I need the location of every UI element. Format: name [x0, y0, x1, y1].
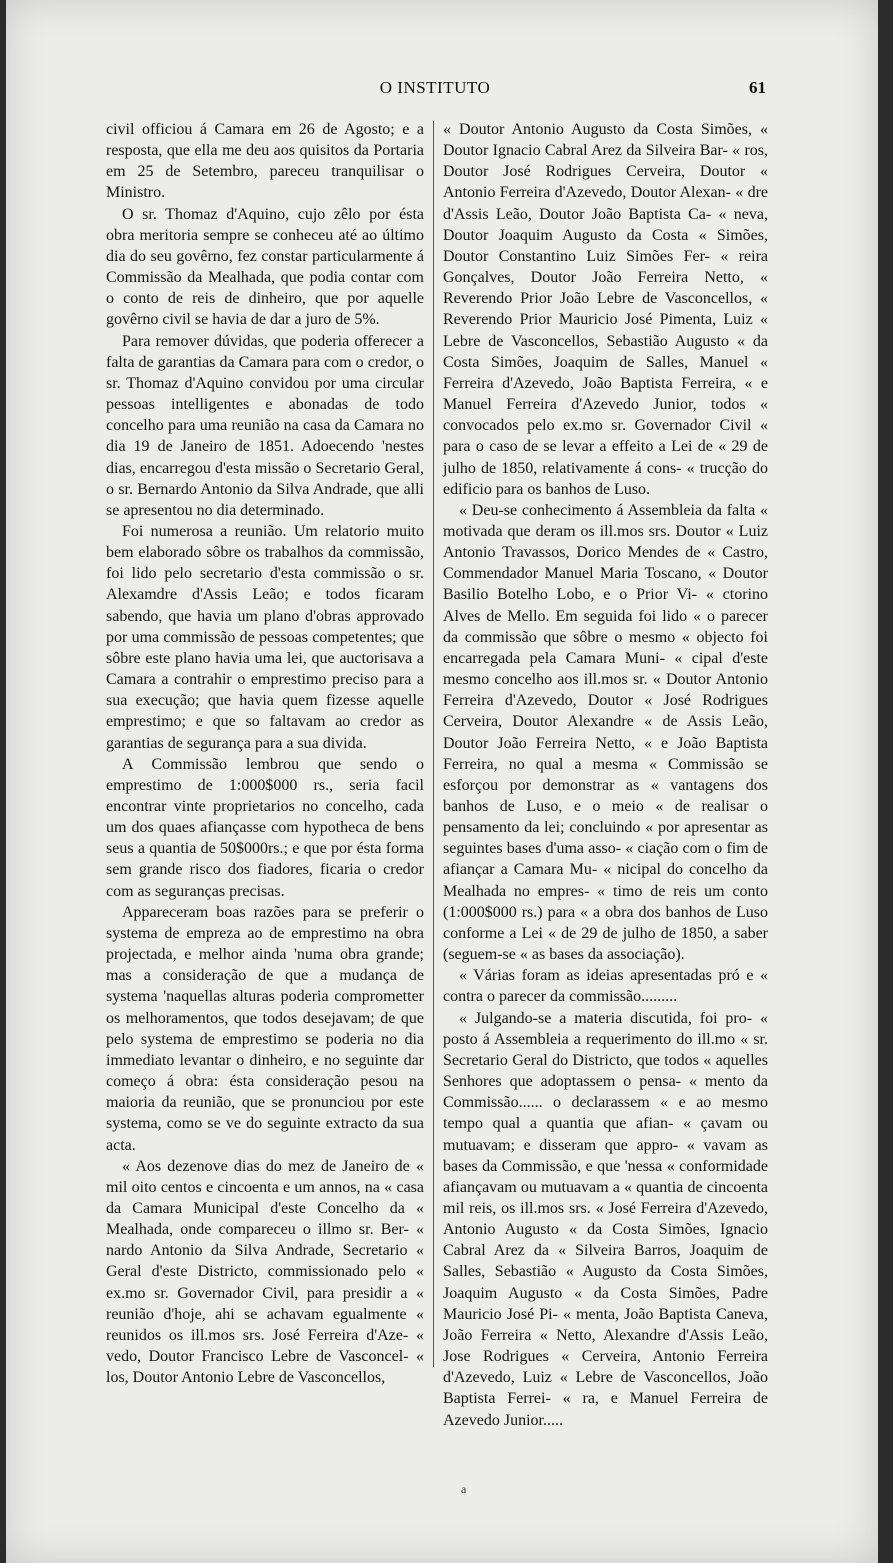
- paragraph: Appareceram boas razões para se preferir o systema de empreza ao de emprestimo na obra projectada, e melhor ainda 'numa obra grande; mas a consideração de que a mudança de systema 'naquellas alturas poderia comprometter os melhoramentos, que todos desejavam; de que pelo systema de emprestimo se poderia no dia immediato levantar o dinheiro, e no seguinte dar começo á obra: ésta consideração pesou na maioria da reunião, que se pronunciou por este systema, como se ve do seguinte extracto da sua acta.: [106, 903, 424, 1154]
- printed-page: [6, 0, 878, 1563]
- signature-mark: a: [461, 1482, 467, 1496]
- paragraph: « Doutor Antonio Augusto da Costa Simões, « Doutor Ignacio Cabral Arez da Silveira Bar- « ros, Doutor José Rodrigues Cerveira, Doutor « Antonio Ferreira d'Azevedo, Doutor Alexan- « dre d'Assis Leão, Doutor João Baptista Ca- « neva, Doutor Joaquim Augusto da Costa « Simões, Doutor Constantino Luiz Simões Fer- « reira Gonçalves, Doutor João Ferreira Netto, « Reverendo Prior João Lebre de Vasconcellos, « Reverendo Prior Mauricio José Pimenta, Luiz « Lebre de Vasconcellos, Sebastião Augusto « da Costa Simões, Joaquim de Salles, Manuel « Ferreira d'Azevedo, João Baptista Ferreira, « e Manuel Ferreira d'Azevedo Junior, todos « convocados pelo ex.mo sr. Governador Civil « para o caso de se levar a effeito a Lei de « 29 de julho de 1850, relativamente á cons- « trucção do edificio para os banhos de Luso.: [443, 121, 768, 498]
- page-number: 61: [749, 78, 766, 97]
- paragraph: A Commissão lembrou que sendo o emprestimo de 1:000$000 rs., seria facil encontrar vinte proprietarios no concelho, cada um dos quaes afiançasse com hypotheca de bens seus a quantia de 50$000rs.; e que por ésta forma sem grande risco dos fiadores, ficaria o credor com as seguranças precisas.: [106, 755, 424, 900]
- paragraph: civil officiou á Camara em 26 de Agosto; e a resposta, que ella me deu aos quisitos da Portaria em 25 de Setembro, pareceu tranquilisar o Ministro.: [106, 121, 424, 202]
- paragraph: « Deu-se conhecimento á Assembleia da falta « motivada que deram os ill.mos srs. Doutor « Luiz Antonio Travassos, Dorico Mendes de « Castro, Commendador Manuel Maria Toscano, « Doutor Basilio Botelho Lobo, e o Prior Vi- « ctorino Alves de Mello. Em seguida foi lido « o parecer da commissão que sôbre o mesmo « objecto foi encarregada pela Camara Muni- « cipal d'este mesmo concelho aos ill.mos sr. « Doutor Antonio Ferreira d'Azevedo, Doutor « José Rodrigues Cerveira, Doutor Alexandre « de Assis Leão, Doutor João Ferreira Netto, « e João Baptista Ferreira, no qual a mesma « Commissão se esforçou por demonstrar as « vantagens dos banhos de Luso, e o meio « de realisar o pensamento da lei; concluindo « por apresentar as seguintes bases d'uma asso- « ciação com o fim de afiançar a Camara Mu- « nicipal do concelho da Mealhada no empres- « timo de reis um conto (1:000$000 rs.) para « a obra dos banhos de Luso conforme a Lei « de 29 de julho de 1850, a saber (seguem-se « as bases da associação).: [443, 501, 768, 964]
- paragraph: « Várias foram as ideias apresentadas pró e « contra o parecer da commissão.........: [443, 967, 768, 1006]
- paragraph: Para remover dúvidas, que poderia offerecer a falta de garantias da Camara para com o credor, o sr. Thomaz d'Aquino convidou por uma circular pessoas intelligentes e abonadas de todo concelho para uma reunião na casa da Camara no dia 19 de Janeiro de 1851. Adoecendo 'nestes dias, encarregou d'esta missão o Secretario Geral, o sr. Bernardo Antonio da Silva Andrade, que alli se apresentou no dia determinado.: [106, 332, 424, 519]
- right-column: [443, 119, 768, 1431]
- column-divider: [433, 121, 434, 1367]
- left-column: [106, 119, 424, 1388]
- paragraph: Foi numerosa a reunião. Um relatorio muito bem elaborado sôbre os trabalhos da commissão, foi lido pelo secretario d'esta commissão o sr. Alexamdre d'Assis Leão; e todos ficaram sabendo, que havia um plano d'obras approvado por uma commissão de pessoas competentes; que sôbre este plano havia uma lei, que auctorisava a Camara a contrahir o emprestimo preciso para a sua execução; que havia quem fizesse aquelle emprestimo; e que so faltavam ao credor as garantias de segurança para a sua divida.: [106, 522, 424, 752]
- paragraph: « Aos dezenove dias do mez de Janeiro de « mil oito centos e cincoenta e um annos, na « casa da Camara Municipal d'este Concelho da « Mealhada, onde compareceu o illmo sr. Ber- « nardo Antonio da Silva Andrade, Secretario « Geral d'este Districto, commissionado pelo « ex.mo sr. Governador Civil, para presidir a « reunião d'hoje, ahi se achavam egualmente « reunidos os ill.mos srs. José Ferreira d'Aze- « vedo, Doutor Francisco Lebre de Vasconcel- « los, Doutor Antonio Lebre de Vasconcellos,: [106, 1157, 424, 1387]
- running-title: O INSTITUTO: [379, 78, 491, 97]
- paragraph: « Julgando-se a materia discutida, foi pro- « posto á Assembleia a requerimento do ill.mo « sr. Secretario Geral do Districto, que todos « aquelles Senhores que adoptassem o pensa- « mento da Commissão...... o declarassem « e ao mesmo tempo qual a quantia que afian- « çavam ou mutuavam; e disseram que appro- « vavam as bases da Commissão, e que 'nessa « conformidade afiançavam ou mutuavam a « quantia de cincoenta mil reis, os ill.mos srs. « José Ferreira d'Azevedo, Antonio Augusto « da Costa Simões, Ignacio Cabral Arez da « Silveira Barros, Joaquim de Salles, Sebastião « Augusto da Costa Simões, Joaquim Augusto « da Costa Simões, Padre Mauricio José Pi- « menta, João Baptista Caneva, João Ferreira « Netto, Alexandre d'Assis Leão, Jose Rodrigues « Cerveira, Antonio Ferreira d'Azevedo, Luiz « Lebre de Vasconcellos, João Baptista Ferrei- « ra, e Manuel Ferreira de Azevedo Junior.....: [443, 1009, 768, 1429]
- paragraph: O sr. Thomaz d'Aquino, cujo zêlo por ésta obra meritoria sempre se conheceu até ao último dia do seu govêrno, fez constar particularmente á Commissão da Mealhada, que podia contar com o conto de reis de dinheiro, que por aquelle govêrno civil se havia de dar a juro de 5%.: [106, 205, 424, 329]
- page-header: [102, 78, 768, 104]
